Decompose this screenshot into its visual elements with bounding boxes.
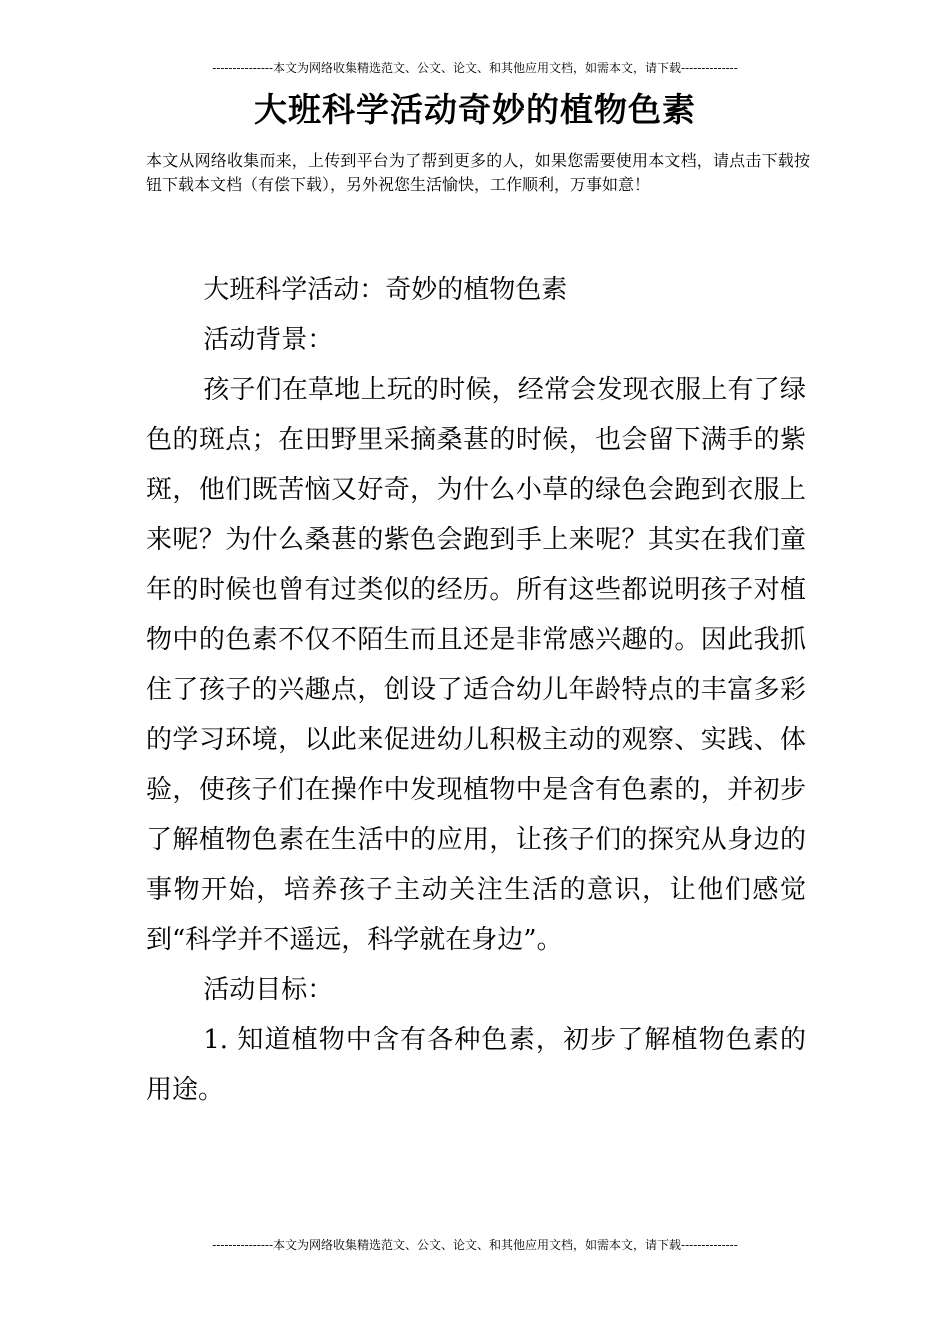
section-heading-goals: 活动目标： [203,975,334,1005]
background-paragraph: 孩子们在草地上玩的时候，经常会发现衣服上有了绿色的斑点；在田野里采摘桑葚的时候，也会留下满手的紫斑，他们既苦恼又好奇，为什么小草的绿色会跑到衣服上来呢？为什么桑葚的紫色会跑到手上来呢？其实在我们童年的时候也曾有过类似的经历。所有这些都说明孩子对植物中的色素不仅不陌生而且还是非常感兴趣的。因此我抓住了孩子的兴趣点，创设了适合幼儿年龄特点的丰富多彩的学习环境，以此来促进幼儿积极主动的观察、实践、体验，使孩子们在操作中发现植物中是含有色素的，并初步了解植物色素在生活中的应用，让孩子们的探究从身边的事物开始，培养孩子主动关注生活的意识，让他们感觉到“科学并不遥远，科学就在身边”。 [146,375,806,955]
section-heading-background: 活动背景： [203,325,334,355]
document-body [146,265,806,1115]
body-heading: 大班科学活动：奇妙的植物色素 [203,275,568,305]
intro-notice: 本文从网络收集而来，上传到平台为了帮到更多的人，如果您需要使用本文档，请点击下载按钮下载本文档（有偿下载），另外祝您生活愉快，工作顺利，万事如意！ [146,151,810,194]
footer-banner: ---------------本文为网络收集精选范文、公文、论文、和其他应用文档，如需本文，请下载-------------- [212,1238,738,1252]
document-title: 大班科学活动奇妙的植物色素 [254,90,696,129]
header-banner: ---------------本文为网络收集精选范文、公文、论文、和其他应用文档，如需本文，请下载-------------- [212,61,738,75]
goal-item-1: 1. 知道植物中含有各种色素，初步了解植物色素的用途。 [146,1025,806,1105]
